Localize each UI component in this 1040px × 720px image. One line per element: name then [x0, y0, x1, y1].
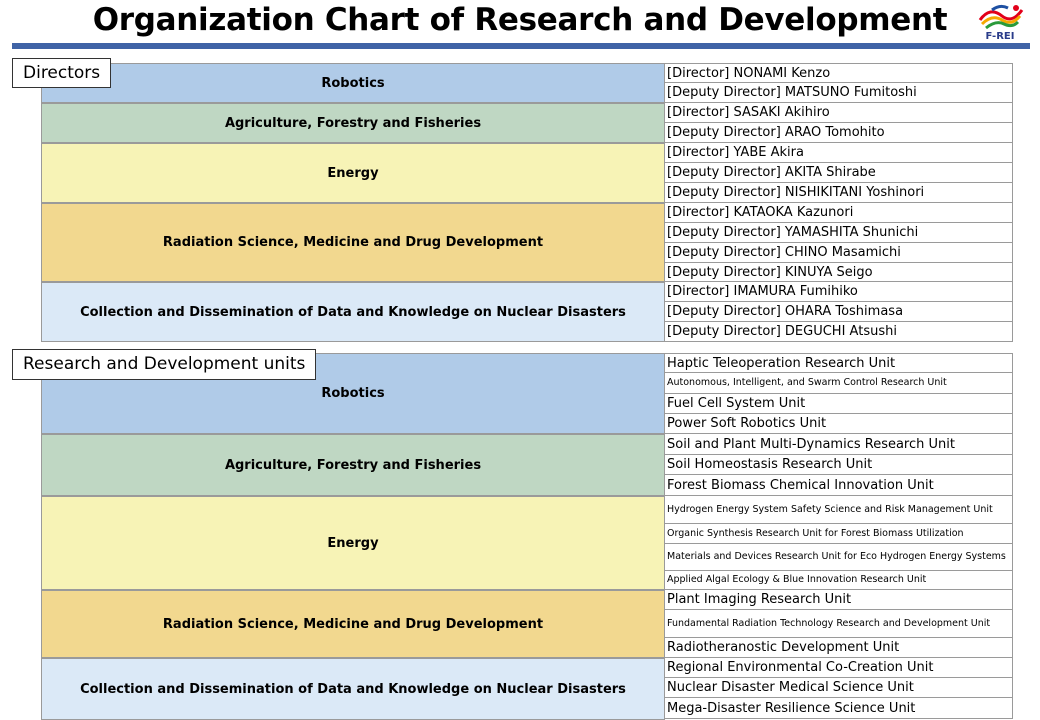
group-label: Robotics	[41, 63, 665, 103]
units-table	[41, 353, 1013, 720]
director-group-data	[41, 282, 1013, 342]
unit-row: Soil Homeostasis Research Unit	[665, 455, 1013, 475]
unit-row: Autonomous, Intelligent, and Swarm Control Research Unit	[665, 373, 1013, 394]
unit-group-data	[41, 658, 1013, 720]
unit-row: Power Soft Robotics Unit	[665, 414, 1013, 434]
unit-row: Organic Synthesis Research Unit for Forest Biomass Utilization	[665, 524, 1013, 544]
director-row: [Deputy Director] YAMASHITA Shunichi	[665, 223, 1013, 243]
director-row: [Director] NONAMI Kenzo	[665, 63, 1013, 83]
unit-group-energy	[41, 496, 1013, 590]
logo-mark-icon	[972, 2, 1028, 32]
unit-row: Fundamental Radiation Technology Research and Development Unit	[665, 610, 1013, 638]
unit-row: Radiotheranostic Development Unit	[665, 638, 1013, 658]
unit-row: Mega-Disaster Resilience Science Unit	[665, 698, 1013, 719]
group-label: Radiation Science, Medicine and Drug Development	[41, 203, 665, 282]
group-label: Agriculture, Forestry and Fisheries	[41, 103, 665, 143]
unit-group-agriculture	[41, 434, 1013, 496]
group-label: Energy	[41, 496, 665, 590]
director-row: [Deputy Director] KINUYA Seigo	[665, 263, 1013, 282]
group-label: Agriculture, Forestry and Fisheries	[41, 434, 665, 496]
section-label-units: Research and Development units	[12, 349, 316, 380]
unit-row: Materials and Devices Research Unit for Eco Hydrogen Energy Systems	[665, 544, 1013, 571]
director-group-energy	[41, 143, 1013, 203]
director-group-agriculture	[41, 103, 1013, 143]
unit-row: Haptic Teleoperation Research Unit	[665, 353, 1013, 373]
director-group-radiation	[41, 203, 1013, 282]
unit-row: Regional Environmental Co-Creation Unit	[665, 658, 1013, 678]
title-underline	[12, 43, 1030, 49]
director-row: [Deputy Director] MATSUNO Fumitoshi	[665, 83, 1013, 103]
group-label: Collection and Dissemination of Data and Knowledge on Nuclear Disasters	[41, 658, 665, 720]
director-row: [Director] KATAOKA Kazunori	[665, 203, 1013, 223]
unit-group-radiation	[41, 590, 1013, 658]
group-label: Collection and Dissemination of Data and Knowledge on Nuclear Disasters	[41, 282, 665, 342]
group-label: Radiation Science, Medicine and Drug Development	[41, 590, 665, 658]
section-label-directors: Directors	[12, 58, 111, 88]
unit-row: Plant Imaging Research Unit	[665, 590, 1013, 610]
unit-row: Nuclear Disaster Medical Science Unit	[665, 678, 1013, 698]
director-row: [Deputy Director] AKITA Shirabe	[665, 163, 1013, 183]
group-label: Robotics	[41, 353, 665, 434]
director-group-robotics	[41, 63, 1013, 103]
director-row: [Deputy Director] ARAO Tomohito	[665, 123, 1013, 143]
unit-row: Applied Algal Ecology & Blue Innovation Research Unit	[665, 571, 1013, 590]
unit-row: Soil and Plant Multi-Dynamics Research Unit	[665, 434, 1013, 455]
unit-row: Hydrogen Energy System Safety Science and Risk Management Unit	[665, 496, 1013, 524]
director-row: [Deputy Director] NISHIKITANI Yoshinori	[665, 183, 1013, 203]
logo-text: F-REI	[985, 31, 1015, 42]
unit-row: Forest Biomass Chemical Innovation Unit	[665, 475, 1013, 496]
directors-table	[41, 63, 1013, 342]
unit-row: Fuel Cell System Unit	[665, 394, 1013, 414]
frei-logo	[972, 2, 1028, 44]
director-row: [Director] SASAKI Akihiro	[665, 103, 1013, 123]
group-label: Energy	[41, 143, 665, 203]
director-row: [Deputy Director] OHARA Toshimasa	[665, 302, 1013, 322]
director-row: [Deputy Director] CHINO Masamichi	[665, 243, 1013, 263]
page-title: Organization Chart of Research and Development	[92, 2, 948, 38]
director-row: [Director] YABE Akira	[665, 143, 1013, 163]
director-row: [Deputy Director] DEGUCHI Atsushi	[665, 322, 1013, 342]
director-row: [Director] IMAMURA Fumihiko	[665, 282, 1013, 302]
